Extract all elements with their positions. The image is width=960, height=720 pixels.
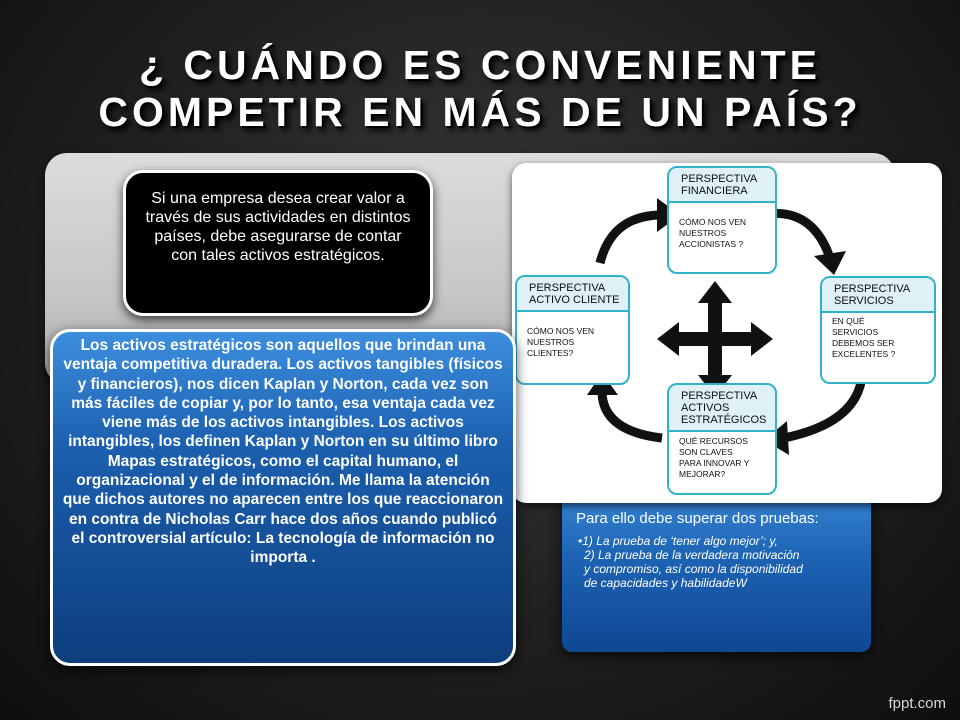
intro-text-box bbox=[123, 170, 433, 316]
servicios-body-3: DEBEMOS SER bbox=[832, 338, 895, 348]
financiera-head-2: FINANCIERA bbox=[681, 185, 748, 197]
tests-line-4: de capacidades y habilidadeW bbox=[584, 576, 747, 590]
estrategicos-body-3: PARA INNOVAR Y bbox=[679, 458, 750, 468]
tests-line-1: •1) La prueba de ‘tener algo mejor’; y, bbox=[578, 534, 778, 548]
estrategicos-head-3: ESTRATÉGICOS bbox=[681, 414, 767, 426]
estrategicos-head-2: ACTIVOS bbox=[681, 402, 730, 414]
servicios-head-2: SERVICIOS bbox=[834, 295, 894, 307]
perspective-servicios bbox=[820, 276, 936, 384]
perspective-activos-estrategicos bbox=[667, 383, 777, 495]
cliente-head-2: ACTIVO CLIENTE bbox=[529, 294, 620, 306]
tests-list bbox=[576, 534, 859, 590]
servicios-head-1: PERSPECTIVA bbox=[834, 283, 911, 295]
tests-text-box bbox=[562, 480, 871, 652]
strategic-assets-text: Los activos estratégicos son aquellos que brindan una ventaja competitiva duradera. Los activos tangibles (físicos y financieros), nos dicen Kaplan y Norton, cada vez son más fáciles de copiar y, por lo tanto, esa ventaja cada vez viene más de los activos intangibles. Los activos intangibles, los definen Kaplan y Norton en su último libro Mapas estratégicos, como el capital humano, el organizacional y el de información. Me llama la atención que dichos autores no aparecen entre los que reaccionaron en contra de Nicholas Carr hace dos años cuando publicó el controversial artículo: La tecnología de información no importa . bbox=[62, 337, 504, 567]
financiera-head-1: PERSPECTIVA bbox=[681, 173, 758, 185]
perspective-activo-cliente bbox=[515, 275, 630, 385]
strategic-assets-text-box bbox=[50, 329, 516, 666]
cliente-body-1: CÓMO NOS VEN bbox=[527, 326, 595, 336]
financiera-body-3: ACCIONISTAS ? bbox=[679, 239, 744, 249]
estrategicos-body-2: SON CLAVES bbox=[679, 447, 733, 457]
cliente-body-2: NUESTROS bbox=[527, 337, 575, 347]
cliente-head-1: PERSPECTIVA bbox=[529, 282, 606, 294]
title-line-2: COMPETIR EN MÁS DE UN PAÍS? bbox=[98, 89, 862, 135]
estrategicos-head-1: PERSPECTIVA bbox=[681, 390, 758, 402]
servicios-body-4: EXCELENTES ? bbox=[832, 349, 896, 359]
estrategicos-body-1: QUÉ RECURSOS bbox=[679, 436, 748, 446]
tests-line-2: 2) La prueba de la verdadera motivación bbox=[584, 548, 800, 562]
title-line-1: ¿ CUÁNDO ES CONVENIENTE bbox=[139, 42, 821, 88]
financiera-body-1: CÓMO NOS VEN bbox=[679, 217, 747, 227]
estrategicos-body-4: MEJORAR? bbox=[679, 469, 726, 479]
tests-lead: Para ello debe superar dos pruebas: bbox=[576, 510, 819, 527]
watermark-text: fppt.com bbox=[888, 695, 946, 712]
cliente-body-3: CLIENTES? bbox=[527, 348, 574, 358]
tests-line-3: y compromiso, así como la disponibilidad bbox=[584, 562, 803, 576]
financiera-body-2: NUESTROS bbox=[679, 228, 727, 238]
servicios-body-2: SERVICIOS bbox=[832, 327, 879, 337]
servicios-body-1: EN QUÉ bbox=[832, 316, 865, 326]
perspectives-diagram bbox=[512, 163, 942, 503]
slide-title bbox=[0, 42, 960, 136]
perspective-financiera bbox=[667, 166, 777, 274]
intro-text: Si una empresa desea crear valor a través de sus actividades en distintos países, debe asegurarse de contar con tales activos estratégicos. bbox=[145, 190, 411, 264]
four-way-arrow-icon bbox=[657, 281, 773, 397]
